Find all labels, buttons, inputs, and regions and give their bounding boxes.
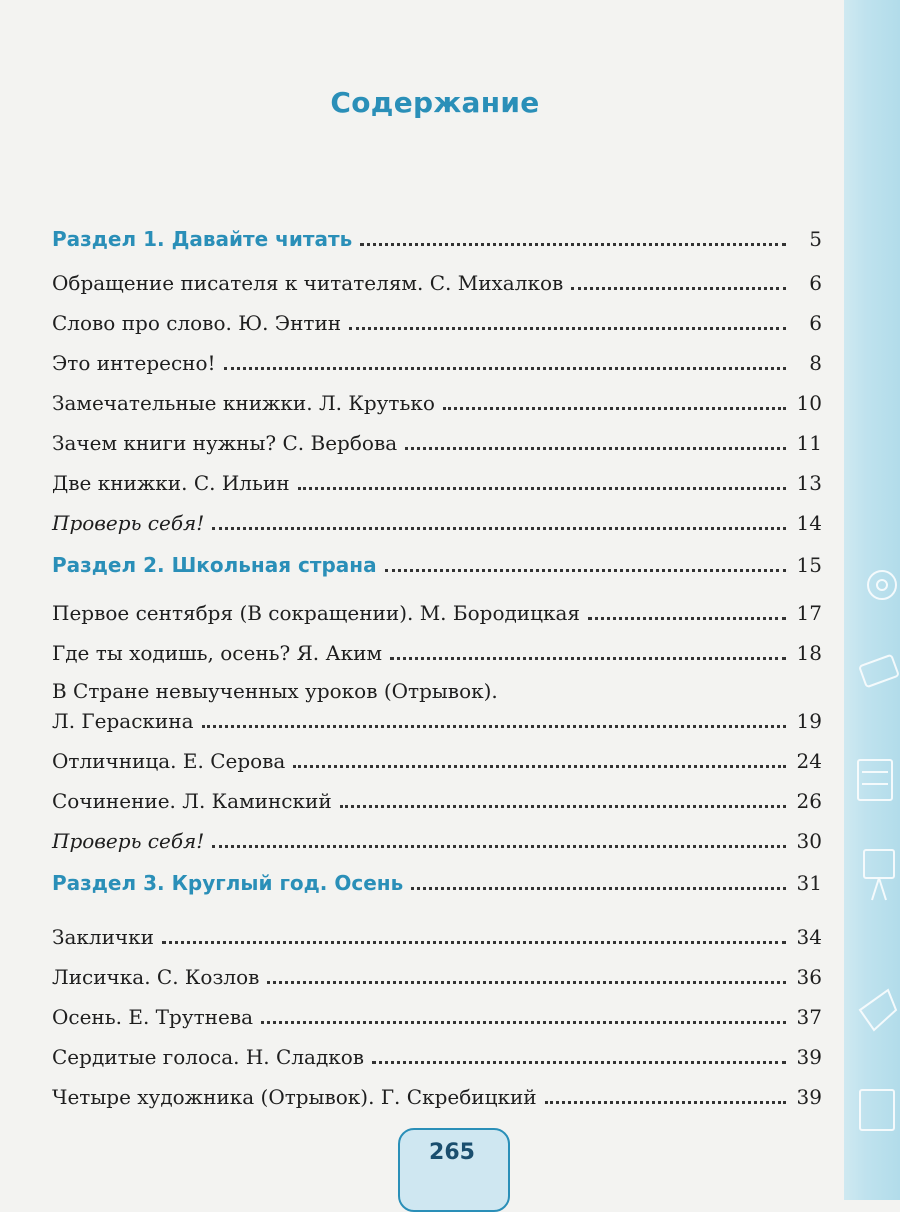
dot-leader [372, 1061, 786, 1064]
entry-title: Где ты ходишь, осень? Я. Аким [52, 641, 383, 665]
toc-entry-row [52, 824, 822, 854]
entry-page-number: 26 [796, 789, 822, 813]
entry-title: Сердитые голоса. Н. Сладков [52, 1045, 365, 1069]
entry-title: Две книжки. С. Ильин [52, 471, 290, 495]
toc-entry-row [52, 1040, 822, 1070]
entry-page-number: 18 [796, 641, 822, 665]
toc-section-row [52, 866, 822, 896]
dot-leader [298, 487, 786, 490]
dot-leader [293, 765, 786, 768]
toc-entry-row [52, 596, 822, 626]
decorative-side-strip [844, 0, 900, 1200]
dot-leader [545, 1101, 786, 1104]
dot-leader [162, 941, 786, 944]
entry-page-number: 5 [809, 227, 822, 251]
dot-leader [411, 887, 786, 890]
toc-entry-row [52, 426, 822, 456]
entry-page-number: 11 [796, 431, 822, 455]
dot-leader [360, 243, 786, 246]
entry-page-number: 15 [796, 553, 822, 577]
easel-icon [864, 850, 894, 878]
entry-page-number: 36 [796, 965, 822, 989]
entry-title: Лисичка. С. Козлов [52, 965, 260, 989]
toc-entry-row [52, 306, 822, 336]
dot-leader [588, 617, 786, 620]
notebook-icon [858, 760, 892, 800]
entry-page-number: 24 [796, 749, 822, 773]
section-title: Раздел 3. Круглый год. Осень [52, 871, 404, 895]
toc-entry-row [52, 1080, 822, 1110]
entry-page-number: 8 [809, 351, 822, 375]
toc-entry-row [52, 386, 822, 416]
entry-title: Проверь себя! [52, 511, 205, 535]
entry-page-number: 17 [796, 601, 822, 625]
toc-entry-row [52, 466, 822, 496]
book-icon [860, 990, 896, 1030]
entry-page-number: 19 [796, 709, 822, 733]
entry-page-number: 37 [796, 1005, 822, 1029]
dot-leader [349, 327, 786, 330]
entry-title: Четыре художника (Отрывок). Г. Скребицкий [52, 1085, 537, 1109]
dot-leader [405, 447, 786, 450]
entry-title: Зачем книги нужны? С. Вербова [52, 431, 398, 455]
toc-entry-row [52, 266, 822, 296]
section-title: Раздел 2. Школьная страна [52, 553, 377, 577]
toc-section-row [52, 222, 822, 252]
section-title: Раздел 1. Давайте читать [52, 227, 353, 251]
entry-page-number: 6 [809, 271, 822, 295]
entry-page-number: 13 [796, 471, 822, 495]
dot-leader [443, 407, 786, 410]
page-title: Содержание [330, 86, 540, 119]
toc-entry-row [52, 346, 822, 376]
entry-title: Л. Гераскина [52, 709, 194, 733]
page-number: 265 [429, 1140, 475, 1165]
toc-entry-row [52, 920, 822, 950]
dot-leader [212, 527, 786, 530]
toc-section-row [52, 548, 822, 578]
entry-title: Проверь себя! [52, 829, 205, 853]
paper-icon [860, 1090, 894, 1130]
dot-leader [202, 725, 787, 728]
entry-page-number: 10 [796, 391, 822, 415]
toc-entry-row [52, 960, 822, 990]
toc-entry-row [52, 744, 822, 774]
entry-page-number: 34 [796, 925, 822, 949]
toc-entry-row [52, 704, 822, 734]
dot-leader [340, 805, 786, 808]
entry-title: Замечательные книжки. Л. Крутько [52, 391, 435, 415]
toc-entry-row [52, 506, 822, 536]
entry-title: Это интересно! [52, 351, 216, 375]
dot-leader [267, 981, 786, 984]
dot-leader [224, 367, 786, 370]
toc-entry-row [52, 784, 822, 814]
dot-leader [261, 1021, 786, 1024]
toc-entry-row [52, 636, 822, 666]
entry-page-number: 31 [796, 871, 822, 895]
doodle-icons [844, 0, 900, 1200]
entry-page-number: 39 [796, 1045, 822, 1069]
dot-leader [385, 569, 786, 572]
entry-page-number: 39 [796, 1085, 822, 1109]
entry-title: Слово про слово. Ю. Энтин [52, 311, 342, 335]
entry-page-number: 14 [796, 511, 822, 535]
bus-icon [859, 655, 898, 687]
dot-leader [571, 287, 786, 290]
dot-leader [212, 845, 786, 848]
entry-title: Сочинение. Л. Каминский [52, 789, 332, 813]
entry-title: Заклички [52, 925, 154, 949]
dot-leader [390, 657, 786, 660]
entry-page-number: 6 [809, 311, 822, 335]
entry-page-number: 30 [796, 829, 822, 853]
entry-title: Первое сентября (В сокращении). М. Бородицкая [52, 601, 581, 625]
gear-icon [868, 571, 896, 599]
toc-text-line: В Стране невыученных уроков (Отрывок). [52, 679, 498, 703]
entry-title: Отличница. Е. Серова [52, 749, 286, 773]
toc-entry-row [52, 1000, 822, 1030]
entry-title: Обращение писателя к читателям. С. Михалков [52, 271, 564, 295]
entry-title: Осень. Е. Трутнева [52, 1005, 254, 1029]
